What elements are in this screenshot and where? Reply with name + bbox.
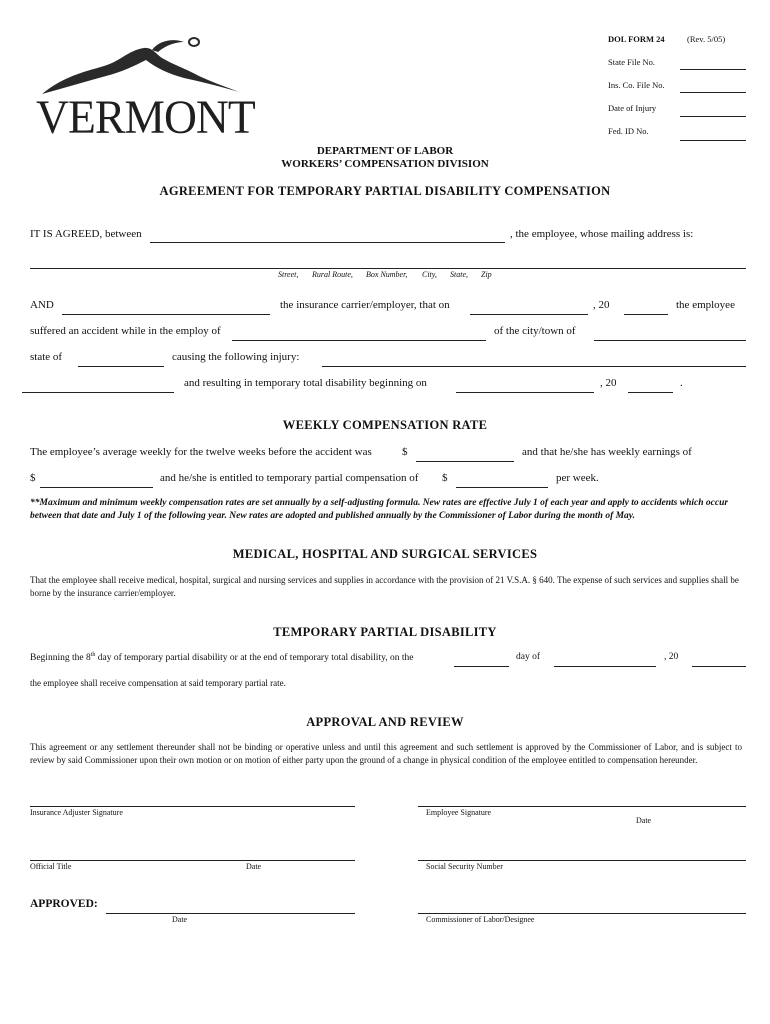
tpd-beginning-text bbox=[30, 652, 413, 663]
form-title: AGREEMENT FOR TEMPORARY PARTIAL DISABILITY COMPENSATION bbox=[159, 184, 611, 198]
insurance-adjuster-signature-line[interactable] bbox=[30, 806, 355, 807]
approved-label: APPROVED: bbox=[30, 898, 98, 910]
injury-field[interactable] bbox=[322, 366, 746, 367]
per-week-label: per week. bbox=[556, 472, 599, 484]
suffered-label: suffered an accident while in the employ of bbox=[30, 325, 221, 337]
entitled-label: and he/she is entitled to temporary partial compensation of bbox=[160, 472, 419, 484]
tpd-day-field[interactable] bbox=[454, 666, 509, 667]
ins-co-file-field[interactable] bbox=[680, 92, 746, 93]
dollar-sign-1: $ bbox=[402, 446, 408, 458]
tpd-receive-text: the employee shall receive compensation at said temporary partial rate. bbox=[30, 678, 286, 688]
insurance-adjuster-label: Insurance Adjuster Signature bbox=[30, 808, 123, 817]
year-prefix-b: , 20 bbox=[600, 377, 617, 389]
weekly-earnings-field[interactable] bbox=[40, 487, 153, 488]
fed-id-label: Fed. ID No. bbox=[608, 126, 649, 136]
city-town-field[interactable] bbox=[594, 340, 746, 341]
address-hint-rural-route: Rural Route, bbox=[312, 270, 353, 279]
fed-id-field[interactable] bbox=[680, 140, 746, 141]
weekly-rate-heading: WEEKLY COMPENSATION RATE bbox=[282, 418, 488, 432]
rates-note: **Maximum and minimum weekly compensation rates are set annually by a self-adjusting formula. New rates are effective July 1 of each year and apply to accidents which occur between that date and July 1 of the following year. New rates are adopted and published annually by the Commissioner of Labor during the month of May. bbox=[30, 498, 729, 521]
ssn-line[interactable] bbox=[418, 860, 746, 861]
ins-co-file-label: Ins. Co. File No. bbox=[608, 80, 665, 90]
date-of-injury-label: Date of Injury bbox=[608, 103, 657, 113]
ssn-label: Social Security Number bbox=[426, 862, 503, 871]
address-hint-street: Street, bbox=[278, 270, 299, 279]
official-date-label: Date bbox=[246, 862, 262, 871]
day-of-label: day of bbox=[516, 652, 541, 662]
approval-text: This agreement or any settlement thereunder shall not be binding or operative unless and until this agreement and such settlement is approved by the Commissioner of Labor, and is subject to review by said Commissioner upon their own motion or on motion of either party upon the ground of a change in physical condition of the employee entitled to compensation hereunder. bbox=[30, 742, 742, 765]
tpd-beginning-pre: Beginning the 8 bbox=[30, 653, 91, 664]
state-field[interactable] bbox=[78, 366, 164, 367]
department-heading: DEPARTMENT OF LABOR bbox=[316, 145, 454, 157]
dollar-sign-2: $ bbox=[30, 472, 36, 484]
causing-injury-label: causing the following injury: bbox=[172, 351, 300, 363]
form-revision: (Rev. 5/05) bbox=[687, 34, 726, 44]
employee-date-label: Date bbox=[636, 816, 652, 825]
city-town-label: of the city/town of bbox=[494, 325, 576, 337]
tpd-heading: TEMPORARY PARTIAL DISABILITY bbox=[273, 625, 497, 639]
resulting-label: and resulting in temporary total disability beginning on bbox=[184, 377, 427, 389]
dollar-sign-3: $ bbox=[442, 472, 448, 484]
employee-address-label: , the employee, whose mailing address is: bbox=[510, 228, 694, 240]
medical-text: That the employee shall receive medical, hospital, surgical and nursing services and supplies in accordance with the provision of 21 V.S.A. § 640. The expense of such services and supplies shall be borne by the insurance carrier/employer. bbox=[30, 575, 739, 598]
approval-heading: APPROVAL AND REVIEW bbox=[306, 715, 464, 729]
official-title-label: Official Title bbox=[30, 862, 72, 871]
carrier-text: the insurance carrier/employer, that on bbox=[280, 299, 450, 311]
average-weekly-field[interactable] bbox=[416, 461, 514, 462]
medical-heading: MEDICAL, HOSPITAL AND SURGICAL SERVICES bbox=[232, 547, 538, 561]
employee-signature-label: Employee Signature bbox=[426, 808, 492, 817]
ttd-begin-date-field[interactable] bbox=[456, 392, 594, 393]
year-prefix-a: , 20 bbox=[593, 299, 610, 311]
period-mark: . bbox=[680, 377, 683, 389]
tpd-year-prefix: , 20 bbox=[664, 652, 679, 662]
official-title-line[interactable] bbox=[30, 860, 355, 861]
mountain-logo-icon bbox=[34, 36, 244, 98]
tpd-month-field[interactable] bbox=[554, 666, 656, 667]
employer-field[interactable] bbox=[232, 340, 486, 341]
state-of-label: state of bbox=[30, 351, 63, 363]
division-heading: WORKERS’ COMPENSATION DIVISION bbox=[281, 158, 489, 170]
mailing-address-field[interactable] bbox=[30, 268, 746, 269]
state-file-field[interactable] bbox=[680, 69, 746, 70]
ttd-begin-year-field[interactable] bbox=[628, 392, 673, 393]
tpd-beginning-sup: th bbox=[90, 652, 96, 658]
address-hint-box-number: Box Number, bbox=[366, 270, 408, 279]
accident-date-field[interactable] bbox=[470, 314, 588, 315]
address-hint-zip: Zip bbox=[481, 270, 492, 279]
logo-text: VERMONT bbox=[36, 91, 255, 144]
tpd-beginning-post: day of temporary partial disability or at the end of temporary total disability, on the bbox=[95, 653, 414, 664]
carrier-name-field[interactable] bbox=[62, 314, 270, 315]
employee-name-field[interactable] bbox=[150, 242, 505, 243]
state-file-label: State File No. bbox=[608, 57, 655, 67]
the-employee-label: the employee bbox=[676, 299, 735, 311]
form-id: DOL FORM 24 bbox=[608, 34, 665, 44]
approval-date-label: Date bbox=[172, 915, 188, 924]
address-hint-city: City, bbox=[422, 270, 437, 279]
address-hint-state: State, bbox=[450, 270, 468, 279]
compensation-field[interactable] bbox=[456, 487, 548, 488]
weekly-earnings-label: and that he/she has weekly earnings of bbox=[522, 446, 692, 458]
commissioner-label: Commissioner of Labor/Designee bbox=[426, 915, 535, 924]
employee-signature-line[interactable] bbox=[418, 806, 746, 807]
average-weekly-label: The employee’s average weekly for the twelve weeks before the accident was bbox=[30, 446, 372, 458]
commissioner-signature-line[interactable] bbox=[418, 913, 746, 914]
accident-year-field[interactable] bbox=[624, 314, 668, 315]
vermont-logo bbox=[34, 36, 255, 146]
injury-field-continued[interactable] bbox=[22, 392, 174, 393]
agreed-between-label: IT IS AGREED, between bbox=[30, 228, 142, 240]
date-of-injury-field[interactable] bbox=[680, 116, 746, 117]
tpd-year-field[interactable] bbox=[692, 666, 746, 667]
and-label: AND bbox=[30, 299, 54, 311]
approval-date-line[interactable] bbox=[106, 913, 355, 914]
